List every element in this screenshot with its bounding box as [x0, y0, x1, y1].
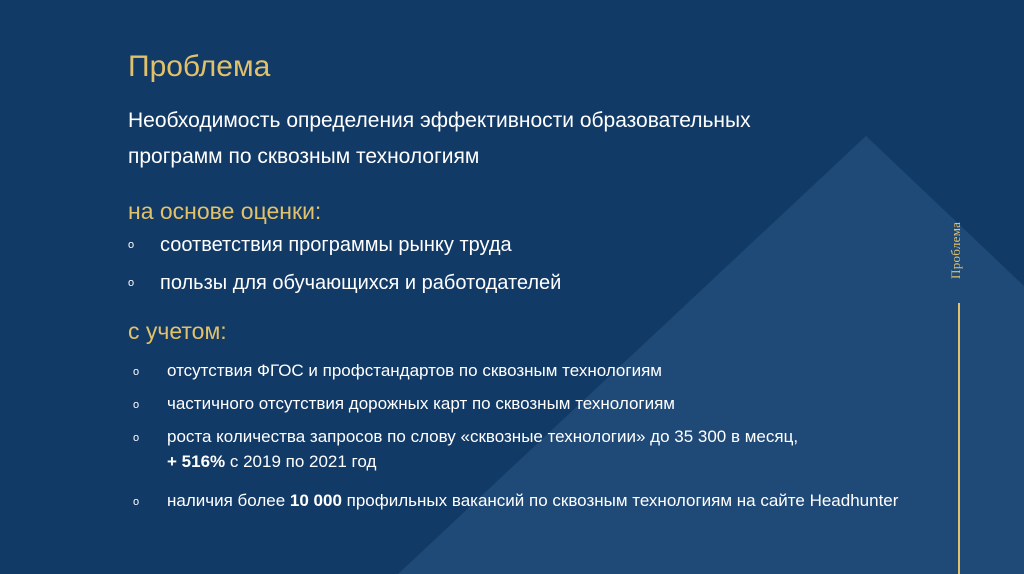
list-item-text: соответствия программы рынку труда — [160, 234, 512, 256]
list-item-text-end: профильных вакансий по сквозным технологиям на сайте Headhunter — [341, 491, 899, 510]
bullet-icon: o — [133, 432, 140, 444]
slide-subtitle: Необходимость определения эффективности образовательных программ по сквозным технологиям — [128, 109, 751, 168]
list-item-text: роста количества запросов по слову «сквозные технологии» до 35 300 в месяц, — [167, 427, 799, 446]
list-item — [128, 232, 848, 258]
list-item-text: отсутствия ФГОС и профстандартов по сквозным технологиям — [167, 361, 662, 380]
bullet-icon: o — [133, 366, 140, 378]
list-item — [133, 488, 933, 513]
bullet-icon: o — [133, 399, 140, 411]
bullet-icon: o — [128, 277, 135, 289]
growth-percent: 516% — [181, 452, 226, 471]
list-item — [128, 270, 848, 296]
section-heading-considerations: с учетом: — [128, 318, 227, 344]
section-heading-assessment: на основе оценки: — [128, 198, 322, 224]
considerations-list — [133, 358, 933, 521]
slide-title: Проблема — [128, 50, 271, 83]
list-item — [133, 391, 933, 416]
assessment-list — [128, 232, 848, 308]
growth-plus: + — [167, 452, 182, 471]
list-item — [133, 358, 933, 383]
list-item-text: пользы для обучающихся и работодателей — [160, 272, 562, 294]
bullet-icon: o — [133, 496, 140, 508]
side-section-label: Проблема — [948, 221, 963, 279]
vacancy-count: 10 000 — [289, 491, 342, 510]
list-item-text: частичного отсутствия дорожных карт по сквозным технологиям — [167, 394, 675, 413]
list-item-text: наличия более — [167, 491, 290, 510]
bullet-icon: o — [128, 239, 135, 251]
growth-period: с 2019 по 2021 год — [225, 452, 377, 471]
side-accent-line — [958, 303, 960, 574]
list-item — [133, 424, 933, 474]
